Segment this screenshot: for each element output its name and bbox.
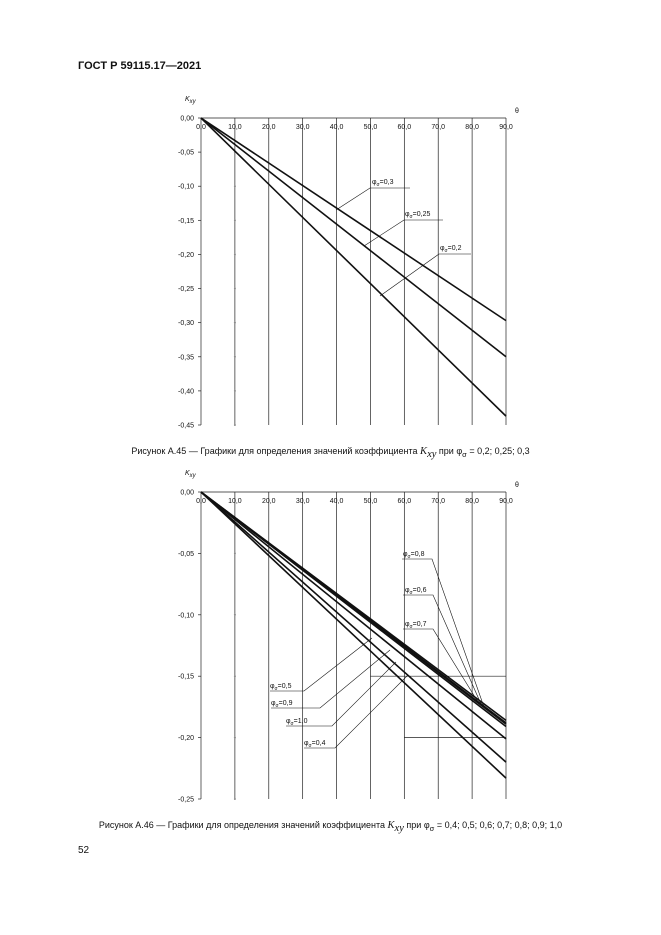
series-line <box>201 492 506 739</box>
y-tick-label: -0,25 <box>178 796 194 804</box>
y-tick-label: -0,05 <box>178 550 194 558</box>
x-tick-label: 50,0 <box>363 498 378 505</box>
x-tick-label: 70,0 <box>431 124 446 131</box>
y-tick-label: -0,15 <box>178 673 194 681</box>
x-axis-label: θ <box>515 482 519 489</box>
grid-dot <box>234 614 236 616</box>
page-number: 52 <box>78 845 90 856</box>
caption-mid: при <box>406 820 422 830</box>
figure-caption-a46 <box>0 820 661 834</box>
y-tick-label: -0,05 <box>178 149 194 157</box>
x-tick-label: 60,0 <box>397 498 412 505</box>
caption-values: = 0,2; 0,25; 0,3 <box>469 446 530 456</box>
caption-symbol-sub: xy <box>394 822 404 834</box>
y-tick-label: 0,00 <box>180 489 194 497</box>
y-tick-label: -0,20 <box>178 251 194 259</box>
x-tick-label: 40,0 <box>329 124 344 131</box>
x-tick-label: 0,0 <box>196 124 206 131</box>
caption-phi-sub: σ <box>462 449 467 459</box>
series-label: $\varphi_\sigma=0,8$ <box>403 551 425 560</box>
figure-caption-a45 <box>0 446 661 460</box>
series-line <box>201 492 506 762</box>
grid-dot <box>234 737 236 739</box>
series-line <box>201 492 506 727</box>
series-label: $\varphi_\sigma=0,2$ <box>440 245 462 254</box>
x-tick-label: 80,0 <box>465 124 479 131</box>
y-tick-label: -0,30 <box>178 320 194 328</box>
caption-symbol: K <box>387 820 395 831</box>
grid-dot <box>234 798 236 800</box>
y-axis-label: Kxy <box>185 96 196 105</box>
series-leader <box>402 559 484 707</box>
y-tick-label: -0,45 <box>178 422 194 430</box>
x-tick-label: 90,0 <box>499 124 513 131</box>
x-tick-label: 30,0 <box>295 498 310 505</box>
y-tick-label: -0,35 <box>178 354 194 362</box>
x-tick-label: 10,0 <box>228 498 242 505</box>
x-axis-label: θ <box>515 108 519 115</box>
grid-dot <box>234 675 236 677</box>
series-label: $\varphi_\sigma=0,6$ <box>405 587 427 596</box>
y-tick-label: -0,15 <box>178 217 194 225</box>
series-leader <box>304 675 408 748</box>
x-tick-label: 90,0 <box>499 498 513 505</box>
caption-symbol-sub: xy <box>427 448 437 460</box>
series-label: $\varphi_\sigma=0,7$ <box>405 621 427 630</box>
x-tick-label: 20,0 <box>261 124 276 131</box>
y-tick-label: -0,10 <box>178 612 194 620</box>
series-label: $\varphi_\sigma=0,4$ <box>304 740 326 749</box>
y-tick-label: 0,00 <box>180 115 194 123</box>
series-label: $\varphi_\sigma=0,5$ <box>270 683 292 692</box>
caption-prefix: Рисунок А.46 — Графики для определения значений коэффициента <box>98 820 386 830</box>
x-tick-label: 0,0 <box>196 498 206 505</box>
x-tick-label: 20,0 <box>261 498 276 505</box>
series-label: $\varphi_\sigma=1,0$ <box>286 718 308 727</box>
series-label: $\varphi_\sigma=0,3$ <box>372 179 394 188</box>
x-tick-label: 40,0 <box>329 498 344 505</box>
x-tick-label: 80,0 <box>465 498 479 505</box>
x-tick-label: 70,0 <box>431 498 446 505</box>
y-tick-label: -0,20 <box>178 735 194 743</box>
y-tick-label: -0,10 <box>178 183 194 191</box>
caption-symbol: K <box>420 446 428 457</box>
caption-phi: φ <box>423 820 430 830</box>
caption-mid: при <box>438 446 454 456</box>
caption-values: = 0,4; 0,5; 0,6; 0,7; 0,8; 0,9; 1,0 <box>436 820 563 830</box>
y-tick-label: -0,25 <box>178 286 194 294</box>
x-tick-label: 50,0 <box>363 124 378 131</box>
y-tick-label: -0,40 <box>178 388 194 396</box>
x-tick-label: 30,0 <box>295 124 310 131</box>
document-header: ГОСТ Р 59115.17—2021 <box>78 60 202 72</box>
y-axis-label: Kxy <box>185 470 196 479</box>
series-line <box>201 492 506 778</box>
series-label: $\varphi_\sigma=0,25$ <box>405 211 431 220</box>
caption-phi-sub: σ <box>429 823 435 833</box>
x-tick-label: 10,0 <box>228 124 242 131</box>
caption-prefix: Рисунок А.45 — Графики для определения значений коэффициента <box>131 446 418 456</box>
x-tick-label: 60,0 <box>397 124 412 131</box>
caption-phi: φ <box>456 446 463 456</box>
grid-dot <box>234 552 236 554</box>
series-label: $\varphi_\sigma=0,9$ <box>271 700 293 709</box>
